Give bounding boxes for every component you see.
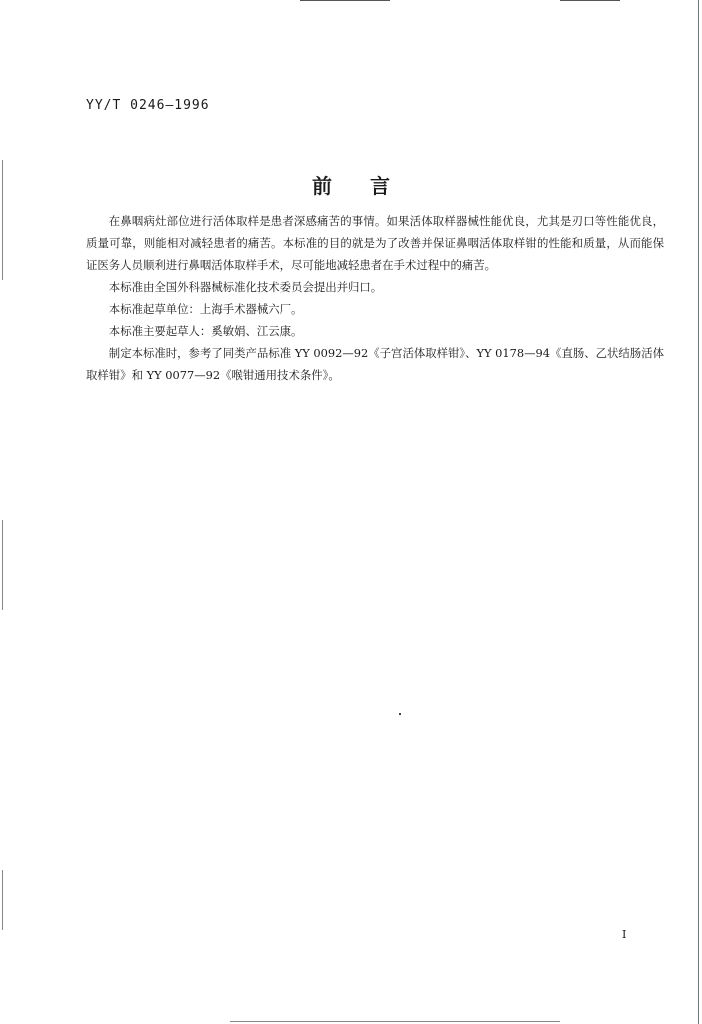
page-number: I xyxy=(622,928,627,941)
paragraph-purpose: 在鼻咽病灶部位进行活体取样是患者深感痛苦的事情。如果活体取样器械性能优良，尤其是刃口等性能优良，质量可靠，则能相对减轻患者的痛苦。本标准的目的就是为了改善并保证鼻咽活体取样钳的性能和质量，从而能保证医务人员顺利进行鼻咽活体取样手术，尽可能地减轻患者在手术过程中的痛苦。 xyxy=(86,214,664,272)
section-title: 前言 xyxy=(312,174,428,198)
foreword-body xyxy=(86,210,664,386)
scan-edge-left-3 xyxy=(2,870,3,930)
paragraph-references: 制定本标准时，参考了同类产品标准 YY 0092—92《子宫活体取样钳》、YY 0178—94《直肠、乙状结肠活体取样钳》和 YY 0077—92《喉钳通用技术条件》。 xyxy=(86,346,664,382)
paragraph-drafters: 本标准主要起草人：奚敏娟、江云康。 xyxy=(108,324,303,338)
scan-edge-bottom xyxy=(230,1021,560,1022)
paragraph-proposer: 本标准由全国外科器械标准化技术委员会提出并归口。 xyxy=(108,280,383,294)
paragraph-drafting-unit: 本标准起草单位：上海手术器械六厂。 xyxy=(108,302,303,316)
scan-edge-top-right xyxy=(560,0,620,1)
scan-edge-left-2 xyxy=(2,520,3,610)
scan-edge-right xyxy=(698,0,699,1024)
scan-edge-top xyxy=(300,0,390,1)
standard-code: YY/T 0246—1996 xyxy=(86,98,210,113)
scan-speck xyxy=(399,713,401,715)
